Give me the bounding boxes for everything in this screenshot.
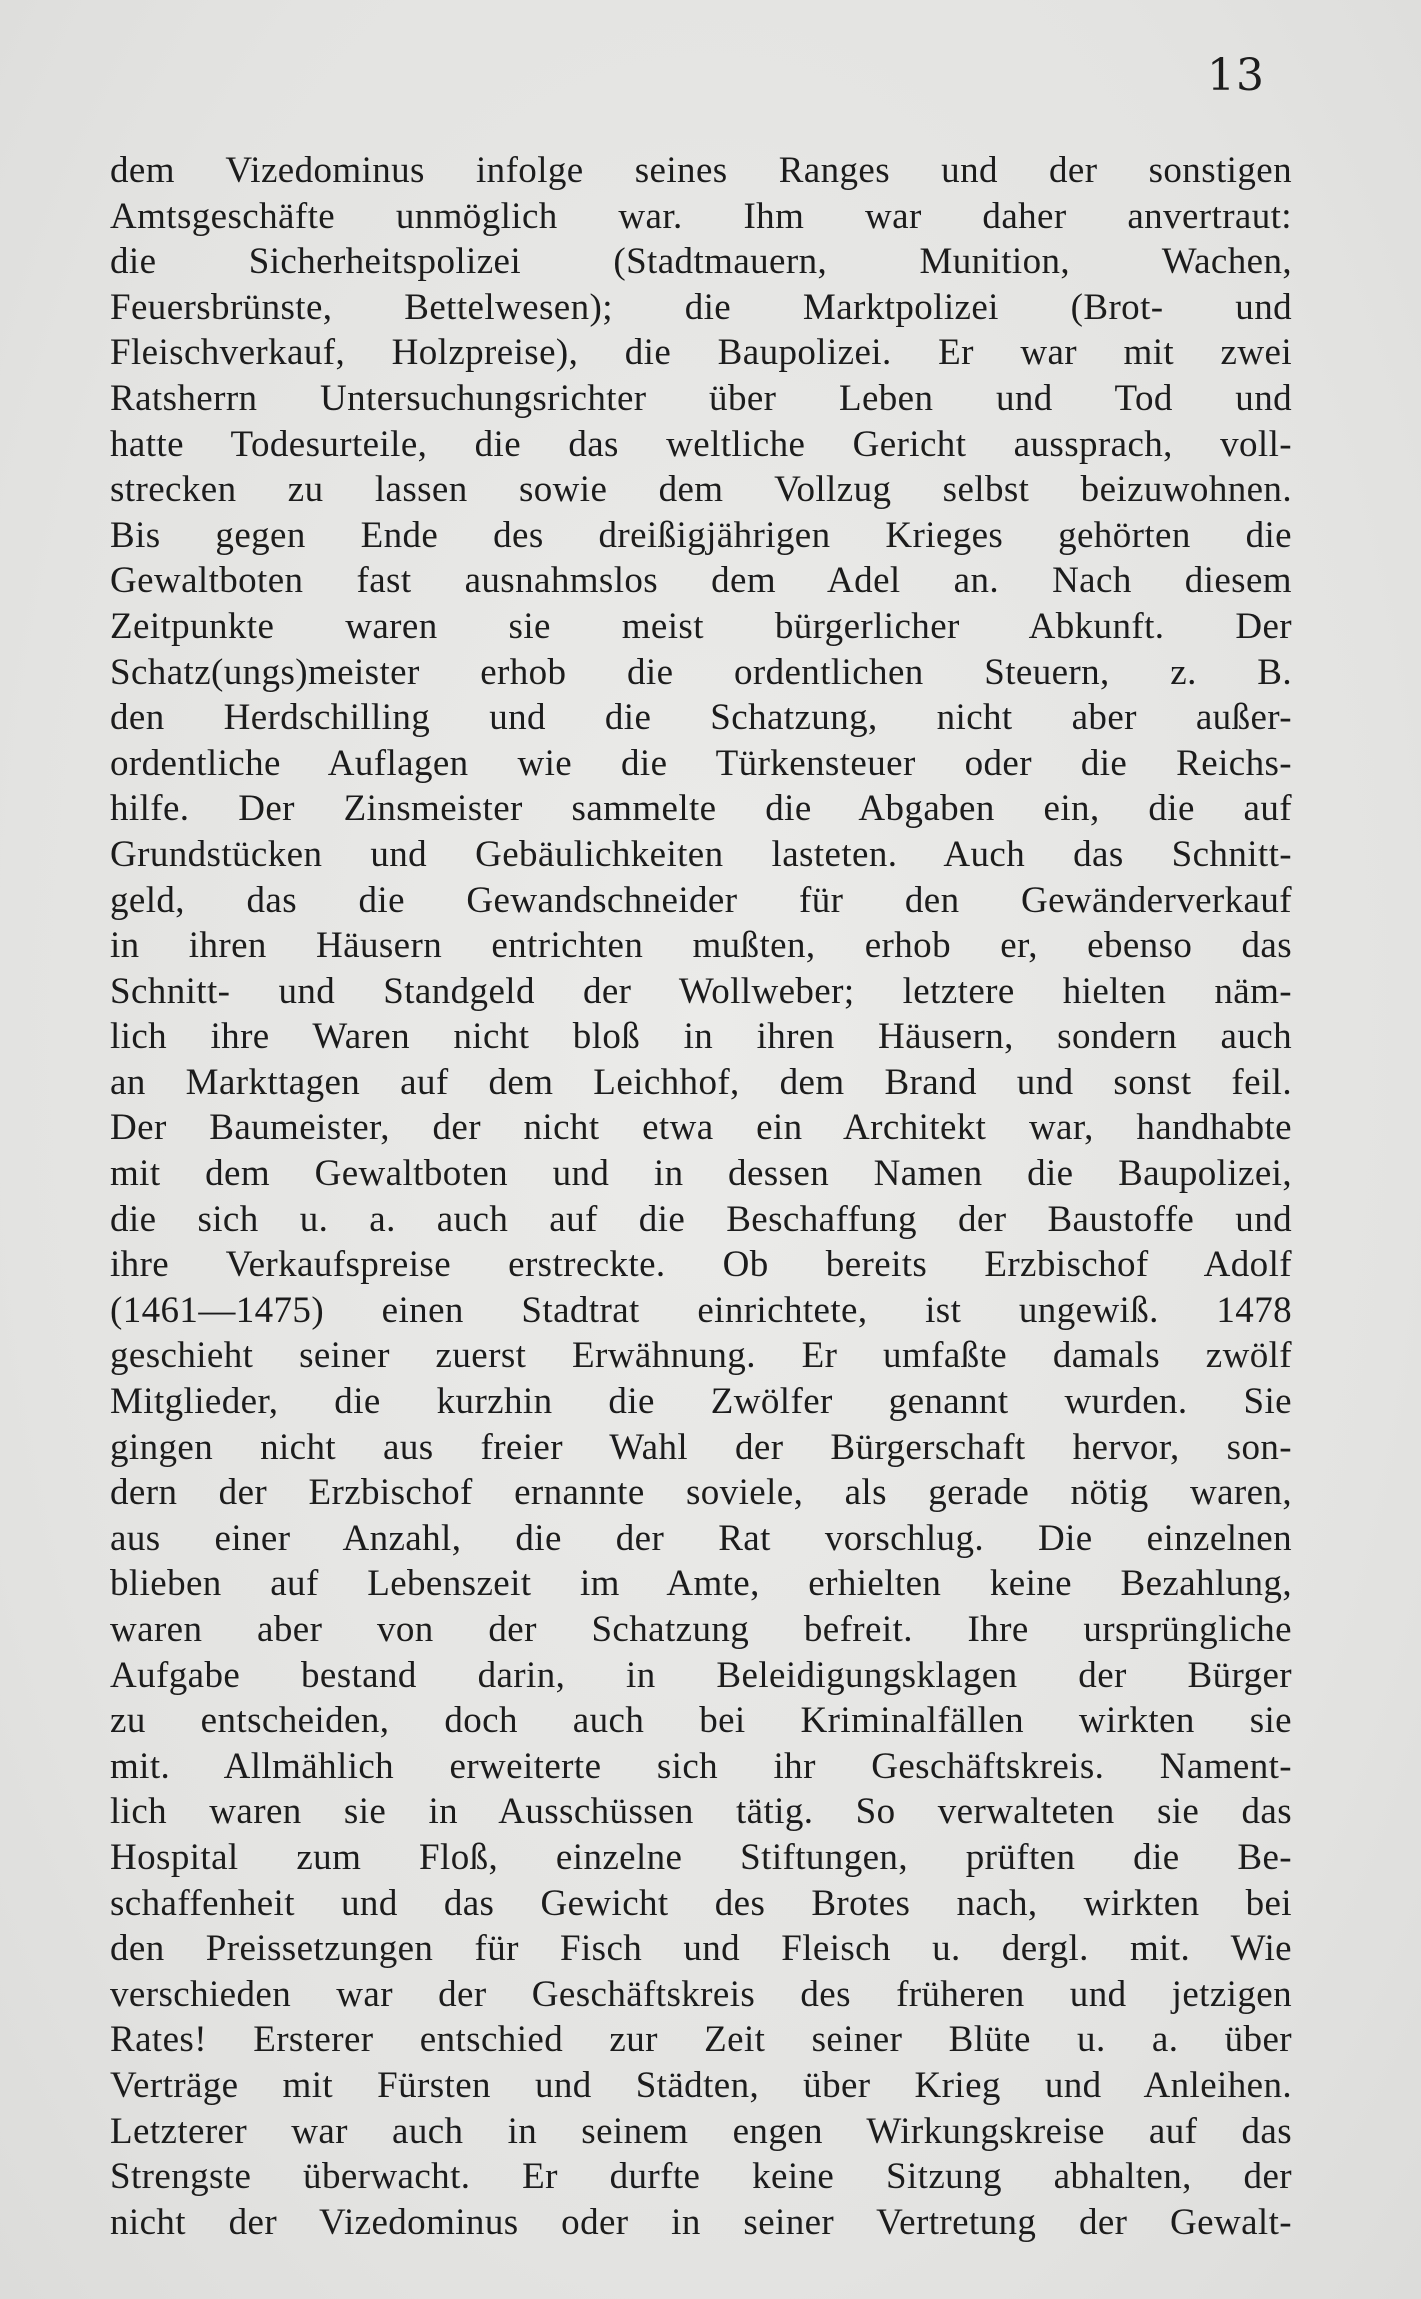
text-line: den Preissetzungen für Fisch und Fleisch u. dergl. mit. Wie <box>110 1928 1292 1970</box>
text-line: Feuersbrünste, Bettelwesen); die Marktpolizei (Brot- und <box>110 286 1292 328</box>
text-line: ordentliche Auflagen wie die Türkensteuer oder die Reichs- <box>110 742 1292 784</box>
text-line: Gewaltboten fast ausnahmslos dem Adel an. Nach diesem <box>110 560 1292 602</box>
text-line: blieben auf Lebenszeit im Amte, erhielten keine Bezahlung, <box>110 1563 1292 1605</box>
text-line: waren aber von der Schatzung befreit. Ihre ursprüngliche <box>110 1609 1292 1650</box>
text-line: Schnitt- und Standgeld der Wollweber; letztere hielten näm- <box>110 970 1292 1012</box>
text-line: Rates! Ersterer entschied zur Zeit seiner Blüte u. a. über <box>110 2019 1292 2061</box>
text-line: in ihren Häusern entrichten mußten, erhob er, ebenso das <box>110 925 1292 967</box>
text-line: Verträge mit Fürsten und Städten, über Krieg und Anleihen. <box>110 2064 1292 2106</box>
text-line: schaffenheit und das Gewicht des Brotes nach, wirkten bei <box>110 1882 1292 1924</box>
text-line: mit. Allmählich erweiterte sich ihr Geschäftskreis. Nament- <box>110 1745 1292 1787</box>
text-line: die Sicherheitspolizei (Stadtmauern, Munition, Wachen, <box>110 241 1292 283</box>
text-line: Letzterer war auch in seinem engen Wirkungskreise auf das <box>110 2110 1292 2152</box>
text-line: Hospital zum Floß, einzelne Stiftungen, prüften die Be- <box>110 1836 1292 1878</box>
text-line: Bis gegen Ende des dreißigjährigen Krieges gehörten die <box>110 514 1292 556</box>
text-line: Fleischverkauf, Holzpreise), die Baupolizei. Er war mit zwei <box>110 332 1292 374</box>
text-line: Schatz(ungs)meister erhob die ordentlichen Steuern, z. B. <box>110 651 1292 693</box>
text-line: lich waren sie in Ausschüssen tätig. So verwalteten sie das <box>110 1791 1292 1833</box>
text-line: Der Baumeister, der nicht etwa ein Architekt war, handhabte <box>110 1107 1292 1149</box>
text-line: gingen nicht aus freier Wahl der Bürgerschaft hervor, son- <box>110 1426 1292 1468</box>
text-line: geschieht seiner zuerst Erwähnung. Er umfaßte damals zwölf <box>110 1335 1292 1377</box>
text-line: aus einer Anzahl, die der Rat vorschlug. Die einzelnen <box>110 1517 1292 1559</box>
text-line: strecken zu lassen sowie dem Vollzug selbst beizuwohnen. <box>110 469 1292 511</box>
text-line: ihre Verkaufspreise erstreckte. Ob bereits Erzbischof Adolf <box>110 1244 1292 1286</box>
text-line: Ratsherrn Untersuchungsrichter über Leben und Tod und <box>110 377 1292 419</box>
text-line: (1461—1475) einen Stadtrat einrichtete, ist ungewiß. 1478 <box>110 1289 1292 1331</box>
text-line: geld, das die Gewandschneider für den Gewänderverkauf <box>110 879 1292 921</box>
text-line: den Herdschilling und die Schatzung, nicht aber außer- <box>110 697 1292 739</box>
text-line: zu entscheiden, doch auch bei Kriminalfällen wirkten sie <box>110 1700 1292 1742</box>
text-line: nicht der Vizedominus oder in seiner Vertretung der Gewalt- <box>110 2201 1292 2243</box>
text-line: Zeitpunkte waren sie meist bürgerlicher Abkunft. Der <box>110 605 1292 647</box>
text-line: dern der Erzbischof ernannte soviele, als gerade nötig waren, <box>110 1472 1292 1514</box>
text-line: an Markttagen auf dem Leichhof, dem Brand und sonst feil. <box>110 1061 1292 1103</box>
text-line: verschieden war der Geschäftskreis des früheren und jetzigen <box>110 1973 1292 2015</box>
text-line: Strengste überwacht. Er durfte keine Sitzung abhalten, der <box>110 2156 1292 2198</box>
text-line: Amtsgeschäfte unmöglich war. Ihm war daher anvertraut: <box>110 195 1292 237</box>
text-line: Mitglieder, die kurzhin die Zwölfer genannt wurden. Sie <box>110 1381 1292 1423</box>
text-line: Aufgabe bestand darin, in Beleidigungsklagen der Bürger <box>110 1654 1292 1696</box>
text-line: die sich u. a. auch auf die Beschaffung der Baustoffe und <box>110 1198 1292 1240</box>
text-line: mit dem Gewaltboten und in dessen Namen die Baupolizei, <box>110 1153 1292 1195</box>
text-line: Grundstücken und Gebäulichkeiten lasteten. Auch das Schnitt- <box>110 833 1292 875</box>
text-line: hilfe. Der Zinsmeister sammelte die Abgaben ein, die auf <box>110 788 1292 830</box>
text-line: dem Vizedominus infolge seines Ranges und der sonstigen <box>110 150 1292 191</box>
body-text <box>110 148 1292 2245</box>
page-number: 13 <box>1207 50 1265 101</box>
text-line: hatte Todesurteile, die das weltliche Gericht aussprach, voll- <box>110 423 1292 465</box>
text-line: lich ihre Waren nicht bloß in ihren Häusern, sondern auch <box>110 1016 1292 1058</box>
